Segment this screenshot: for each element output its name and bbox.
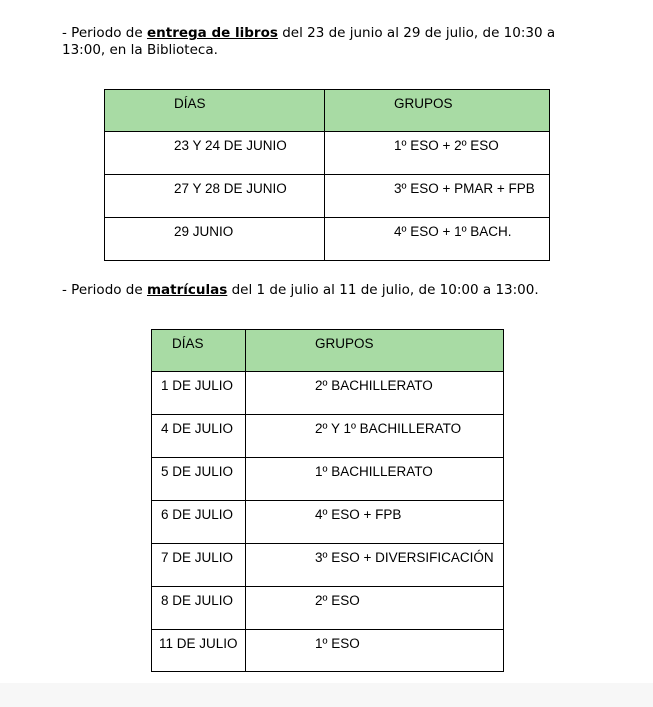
intro-prefix: - Periodo de [62,25,147,41]
table-cell: 1 DE JULIO [152,372,246,415]
intro-bold-term: entrega de libros [146,25,278,41]
intro-paragraph-matriculas [62,282,622,299]
table-header-row [105,90,550,132]
intro-suffix: del 1 de julio al 11 de julio, de 10:00 a 13:00. [227,282,539,298]
table-cell: 7 DE JULIO [152,544,246,587]
header-label: DÍAS [174,96,206,111]
table-row [105,132,550,175]
intro-paragraph-libros [62,25,602,59]
table-header-row [152,330,504,372]
header-cell-grupos [325,90,550,132]
intro-suffix: del 23 de junio al 29 de julio, de 10:30 a 13:00, en la Biblioteca. [62,25,556,58]
header-label: GRUPOS [315,336,374,351]
table-cell: 23 Y 24 DE JUNIO [105,132,325,175]
table-cell: 1º ESO [246,630,504,672]
table-row [152,458,504,501]
table-row [152,501,504,544]
matriculas-schedule-table [151,329,504,672]
page-bottom-band [0,683,653,707]
table-cell: 2º BACHILLERATO [246,372,504,415]
table-cell: 11 DE JULIO [152,630,246,672]
header-cell-dias [105,90,325,132]
table-cell: 3º ESO + DIVERSIFICACIÓN [246,544,504,587]
table-row [152,372,504,415]
table-cell: 4º ESO + 1º BACH. [325,218,550,261]
table-cell: 2º ESO [246,587,504,630]
header-label: GRUPOS [394,96,453,111]
table-cell: 5 DE JULIO [152,458,246,501]
table-cell: 3º ESO + PMAR + FPB [325,175,550,218]
table-cell: 4º ESO + FPB [246,501,504,544]
header-cell-dias [152,330,246,372]
table-row [152,630,504,672]
intro-bold-term: matrículas [146,282,228,298]
table-row [105,218,550,261]
header-cell-grupos [246,330,504,372]
libros-schedule-table [104,89,550,261]
table-cell: 2º Y 1º BACHILLERATO [246,415,504,458]
table-cell: 1º ESO + 2º ESO [325,132,550,175]
table-cell: 8 DE JULIO [152,587,246,630]
table-cell: 1º BACHILLERATO [246,458,504,501]
table-row [152,587,504,630]
table-row [152,544,504,587]
table-row [152,415,504,458]
table-cell: 29 JUNIO [105,218,325,261]
table-cell: 6 DE JULIO [152,501,246,544]
table-cell: 4 DE JULIO [152,415,246,458]
header-label: DÍAS [172,336,204,351]
table-row [105,175,550,218]
table-cell: 27 Y 28 DE JUNIO [105,175,325,218]
intro-prefix: - Periodo de [62,282,147,298]
